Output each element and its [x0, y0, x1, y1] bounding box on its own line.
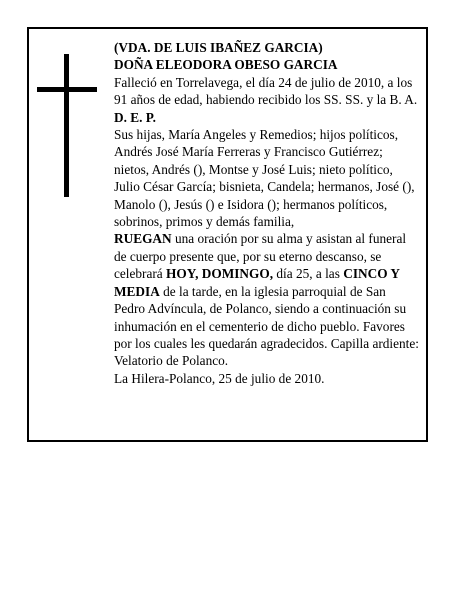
place-and-date: La Hilera-Polanco, 25 de julio de 2010.: [114, 370, 325, 386]
cross-icon: [64, 54, 69, 197]
family-list: Sus hijas, María Angeles y Remedios; hijos políticos, Andrés José María Ferreras y Francisco Gutiérrez; nietos, Andrés (), Montse y José Luis; nieto político, Julio César García; bisnieta, Candela; hermanos, José (), Manolo (), Jesús () e Isidora (); hermanos políticos, sobrinos, primos y demás familia,: [114, 127, 415, 230]
request-text-part-1: una oración por su alma y asistan al funeral de cuerpo presente que, por su eterno descanso, se celebrará: [114, 231, 407, 282]
death-details: Falleció en Torrelavega, el día 24 de julio de 2010, a los 91 años de edad, habiendo recibido los SS. SS. y la B. A.: [114, 74, 418, 108]
request-keyword: RUEGAN: [114, 231, 172, 247]
request-text-part-2: día 25, a las: [273, 266, 344, 282]
funeral-request: [114, 230, 420, 369]
request-text-part-3: de la tarde, en la iglesia parroquial de San Pedro Advíncula, de Polanco, siendo a continuación su inhumación en el cementerio de dicho pueblo. Favores por los cuales les quedarán agradecidos. Capilla ardiente: Velatorio de Polanco.: [114, 283, 419, 369]
funeral-time: CINCO Y MEDIA: [114, 266, 400, 299]
widow-of-heading: (VDA. DE LUIS IBAÑEZ GARCIA): [114, 40, 323, 55]
deceased-name-heading: DOÑA ELEODORA OBESO GARCIA: [114, 57, 338, 73]
dep-line: D. E. P.: [114, 109, 156, 125]
funeral-day: HOY, DOMINGO,: [166, 266, 274, 282]
obituary-text: [114, 39, 420, 387]
cross-icon-crossbar: [37, 87, 97, 92]
